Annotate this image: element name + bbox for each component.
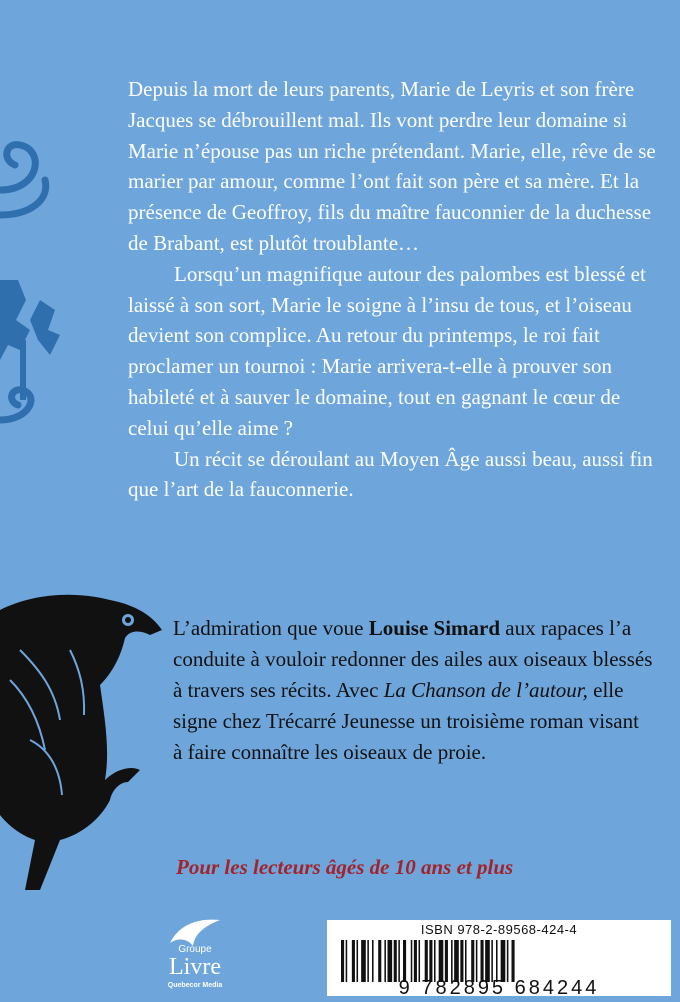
audience-note: Pour les lecteurs âgés de 10 ans et plus	[176, 855, 514, 879]
back-cover-blurb	[128, 74, 658, 505]
bio-text-end: elle signe chez Trécarré Jeunesse un troisième roman visant à faire connaître les oiseaux de proie.	[173, 678, 639, 764]
left-ornament-icon	[0, 0, 70, 480]
blurb-paragraph-3: Un récit se déroulant au Moyen Âge aussi beau, aussi fin que l’art de la fauconnerie.	[128, 446, 653, 502]
publisher-line-1: Groupe	[178, 944, 212, 955]
barcode-icon	[341, 940, 657, 982]
isbn-label: ISBN 978-2-89568-424-4	[420, 922, 578, 937]
blurb-paragraph-2: Lorsqu’un magnifique autour des palombes est blessé et laissé à son sort, Marie le soigne à l’insu de tous, et l’oiseau devient son complice. Au retour du printemps, le roi fait proclamer un tournoi : Marie arrivera-t-elle à prouver son habileté et à sauver le domaine, tout en gagnant le cœur de celui qu’elle aime ?	[128, 261, 646, 440]
author-name: Louise Simard	[368, 616, 501, 640]
hawk-silhouette-icon	[0, 590, 175, 890]
publisher-logo	[150, 918, 240, 998]
author-bio	[173, 613, 653, 768]
isbn-barcode-box	[327, 920, 671, 999]
publisher-line-3: Quebecor Media	[167, 982, 223, 989]
barcode-digits: 9 782895 684244	[398, 977, 600, 999]
blurb-paragraph-1: Depuis la mort de leurs parents, Marie de Leyris et son frère Jacques se débrouillent mal. Ils vont perdre leur domaine si Marie n’épouse pas un riche prétendant. Marie, elle, rêve de se marier par amour, comme l’ont fait son père et sa mère. Et la présence de Geoffroy, fils du maître fauconnier de la duchesse de Brabant, est plutôt troublante…	[128, 77, 656, 255]
bio-text-start: L’admiration que voue	[173, 616, 369, 640]
bio-text-middle: aux rapaces l’a conduite à vouloir redonner des ailes aux oiseaux blessés à travers ses récits. Avec	[173, 616, 653, 702]
publisher-line-2: Livre	[169, 954, 221, 980]
book-title: La Chanson de l’autour,	[383, 678, 588, 702]
